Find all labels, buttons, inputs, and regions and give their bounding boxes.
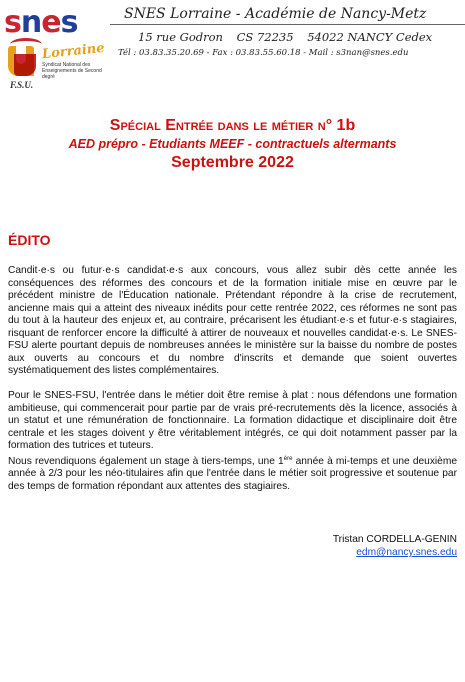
logo-fsu: F.S.U. xyxy=(10,80,34,90)
edito-paragraph-3 xyxy=(8,453,457,494)
title-line-2: AED prépro - Etudiants MEEF - contractuels altermants xyxy=(68,137,397,151)
logo-letter: e xyxy=(41,5,61,40)
logo-letter: s xyxy=(4,5,21,40)
signature-email-link[interactable]: edm@nancy.snes.edu xyxy=(356,547,457,558)
logo-u-accent-icon xyxy=(14,54,36,76)
paragraph-3-end: année à mi-temps et une deuxième année à 2/3 pour les néo-titulaires afin que l'entrée dans le métier soit progressive et soutenue par des temps de formation répondant aux attentes des stagiaires. xyxy=(8,455,458,492)
edito-paragraph-2: Pour le SNES-FSU, l'entrée dans le métier doit être remise à plat : nous défendons une formation ambitieuse, qui commencerait pour partie par de vrais pré-recrutements dès la licence, associés à un statut et une rémunération de fonctionnaire. La formation didactique et disciplinaire doit être centrale et les stages doivent y être véritablement intégrés, ce qui doit notamment passer par la formation des tutrices et tuteurs. xyxy=(8,390,457,451)
header-organization: SNES Lorraine - Académie de Nancy-Metz xyxy=(110,6,465,25)
title-special: Spécial Entrée dans le métier n° xyxy=(109,117,333,134)
logo-letter: s xyxy=(60,5,78,40)
paragraph-3-start: Nous revendiquons également un stage à tiers-temps, une 1 xyxy=(8,455,284,467)
logo-wordmark xyxy=(4,5,78,40)
title-line-1 xyxy=(0,116,465,136)
title-line-3: Septembre 2022 xyxy=(171,154,294,171)
header-city: 54022 NANCY Cedex xyxy=(307,30,433,44)
header-street: 15 rue Godron xyxy=(138,30,223,44)
edito-body xyxy=(8,265,457,506)
header-contact: Tél : 03.83.35.20.69 - Fax : 03.83.55.60.18 - Mail : s3nan@snes.edu xyxy=(118,48,409,58)
header-address xyxy=(138,30,432,44)
logo-letter: n xyxy=(20,5,42,40)
superscript-ere: ère xyxy=(283,455,293,462)
edito-heading: ÉDITO xyxy=(8,232,51,248)
signature-name: Tristan CORDELLA-GENIN xyxy=(332,534,457,545)
logo-subtitle: Syndicat National des Enseignements de Second degré xyxy=(42,62,102,80)
logo-region: Lorraine xyxy=(41,40,106,63)
edito-paragraph-1: Candit·e·s ou futur·e·s candidat·e·s aux concours, vous allez subir dès cette année les conséquences des réformes des concours et de la formation initiale mise en œuvre par le précédent ministre de l'Éducation nationale. Prétendant répondre à la crise de recrutement, ancienne mais qui a atteint des niveaux inédits pour cette rentrée 2022, ces réformes ne sont pas du tout à la hauteur des enjeux et, au contraire, précarisent les étudiant·e·s et futur·e·s stagiaires, risquant de renforcer encore la difficulté à attirer de nouveaux et nouvelles candidat·e·s. Le SNES-FSU alerte pourtant depuis de nombreuses années le ministère sur la baisse du nombre de postes aux ouverts au concours et du nombre d'inscrits et demande que soient ouvertes systématiquement des listes complémentaires. xyxy=(8,265,457,376)
title-number: 1b xyxy=(336,117,356,134)
signature xyxy=(333,533,457,559)
document-title xyxy=(0,116,465,173)
snes-logo xyxy=(4,5,106,94)
header-cs: CS 72235 xyxy=(236,30,294,44)
